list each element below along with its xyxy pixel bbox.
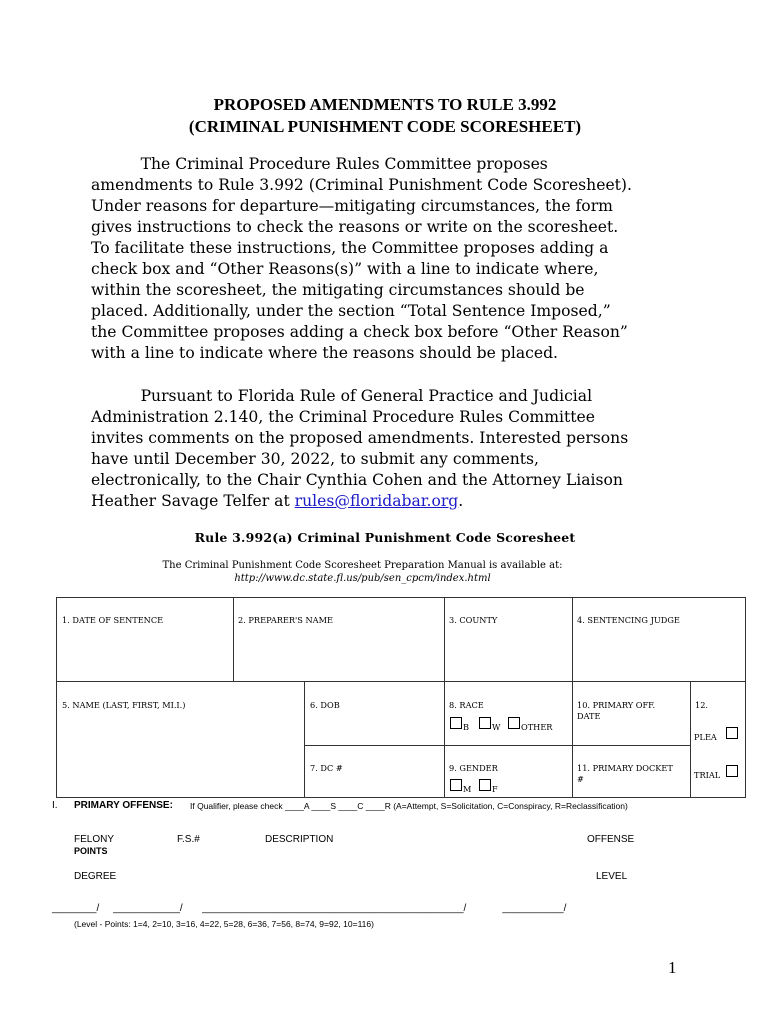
felony-label: FELONY <box>74 834 115 845</box>
qualifier-instruction: If Qualifier, please check ____A ____S ____C ____R (A=Attempt, S=Solicitation, C=Conspiracy, R=Reclassification) <box>190 801 628 811</box>
form-border-right <box>745 597 746 797</box>
preparer-name-field[interactable]: 2. PREPARER'S NAME <box>238 615 333 625</box>
paragraph-line: Pursuant to Florida Rule of General Practice and Judicial <box>91 387 593 405</box>
plea-checkbox[interactable] <box>726 727 738 739</box>
level-label: LEVEL <box>596 871 628 882</box>
document-title-line1: PROPOSED AMENDMENTS TO RULE 3.992 <box>213 95 557 114</box>
offense-entry-line[interactable]: ________/ ____________/ _______________________________________________/ ___________/ <box>52 903 567 914</box>
dob-field[interactable]: 6. DOB <box>310 700 340 710</box>
paragraph-line: To facilitate these instructions, the Committee proposes adding a <box>91 239 609 257</box>
paragraph-line: within the scoresheet, the mitigating circumstances should be <box>91 281 585 299</box>
gender-f-label: F <box>492 784 498 794</box>
level-points-note: (Level - Points: 1=4, 2=10, 3=16, 4=22, 5=28, 6=36, 7=56, 8=74, 9=92, 10=116) <box>74 919 374 929</box>
paragraph-line: electronically, to the Chair Cynthia Cohen and the Attorney Liaison <box>91 471 623 489</box>
form-col-divider <box>690 681 691 797</box>
form-border-bottom <box>56 797 746 798</box>
date-of-sentence-field[interactable]: 1. DATE OF SENTENCE <box>62 615 164 625</box>
paragraph-line: check box and “Other Reasons(s)” with a line to indicate where, <box>91 260 599 278</box>
form-col-divider <box>233 597 234 681</box>
paragraph-2 <box>91 386 691 512</box>
race-w-checkbox[interactable] <box>479 717 491 729</box>
email-link[interactable]: rules@floridabar.org <box>294 492 459 510</box>
paragraph-line: The Criminal Procedure Rules Committee proposes <box>91 155 548 173</box>
degree-label: DEGREE <box>74 871 117 882</box>
description-label: DESCRIPTION <box>265 834 334 845</box>
primary-offense-heading: PRIMARY OFFENSE: <box>74 800 173 811</box>
gender-m-label: M <box>463 784 472 794</box>
paragraph-line: invites comments on the proposed amendments. Interested persons <box>91 429 629 447</box>
race-other-label: OTHER <box>521 722 553 732</box>
fs-label: F.S.# <box>177 834 200 845</box>
primary-off-date-label[interactable]: 10. PRIMARY OFF. <box>577 700 656 710</box>
primary-docket-label-2: # <box>577 774 584 784</box>
form-border-left <box>56 597 57 797</box>
dc-number-field[interactable]: 7. DC # <box>310 763 343 773</box>
paragraph-line: amendments to Rule 3.992 (Criminal Punishment Code Scoresheet). <box>91 176 632 194</box>
item-12-label: 12. <box>695 700 709 710</box>
offense-label: OFFENSE <box>587 834 635 845</box>
gender-m-checkbox[interactable] <box>450 779 462 791</box>
paragraph-line: have until December 30, 2022, to submit any comments, <box>91 450 540 468</box>
plea-label: PLEA <box>694 732 717 742</box>
paragraph-line: Administration 2.140, the Criminal Procedure Rules Committee <box>91 408 595 426</box>
form-border-top <box>56 597 746 598</box>
paragraph-1 <box>91 154 691 364</box>
text-prefix: Heather Savage Telfer at <box>91 492 295 510</box>
race-b-label: B <box>463 722 470 732</box>
primary-docket-label[interactable]: 11. PRIMARY DOCKET <box>577 763 673 773</box>
county-field[interactable]: 3. COUNTY <box>449 615 498 625</box>
trial-checkbox[interactable] <box>726 765 738 777</box>
race-w-label: W <box>492 722 501 732</box>
paragraph-line: gives instructions to check the reasons or write on the scoresheet. <box>91 218 619 236</box>
primary-off-date-label-2: DATE <box>577 711 601 721</box>
paragraph-line: the Committee proposes adding a check box before “Other Reason” <box>91 323 628 341</box>
text-suffix: . <box>458 492 464 510</box>
form-col-divider <box>444 597 445 797</box>
paragraph-line: placed. Additionally, under the section “Total Sentence Imposed,” <box>91 302 611 320</box>
race-b-checkbox[interactable] <box>450 717 462 729</box>
trial-label: TRIAL <box>694 770 721 780</box>
manual-note: The Criminal Punishment Code Scoresheet Preparation Manual is available at: <box>162 560 563 571</box>
paragraph-line: Under reasons for departure—mitigating circumstances, the form <box>91 197 613 215</box>
rule-title: Rule 3.992(a) Criminal Punishment Code Scoresheet <box>194 530 576 545</box>
paragraph-line-last <box>91 491 691 512</box>
race-other-checkbox[interactable] <box>508 717 520 729</box>
points-label: POINTS <box>74 846 108 856</box>
section-numeral: I. <box>52 800 58 811</box>
form-col-divider <box>572 597 573 797</box>
manual-url: http://www.dc.state.fl.us/pub/sen_cpcm/index.html <box>234 573 491 584</box>
form-row-divider <box>56 681 746 682</box>
paragraph-line: with a line to indicate where the reasons should be placed. <box>91 344 559 362</box>
sentencing-judge-field[interactable]: 4. SENTENCING JUDGE <box>577 615 680 625</box>
form-col-divider <box>304 681 305 797</box>
gender-label: 9. GENDER <box>449 763 498 773</box>
race-label: 8. RACE <box>449 700 484 710</box>
document-title-line2: (CRIMINAL PUNISHMENT CODE SCORESHEET) <box>188 117 582 136</box>
gender-f-checkbox[interactable] <box>479 779 491 791</box>
form-inner-divider <box>304 745 690 746</box>
page-number: 1 <box>668 958 677 977</box>
name-field[interactable]: 5. NAME (LAST, FIRST, MI.I.) <box>62 700 186 710</box>
